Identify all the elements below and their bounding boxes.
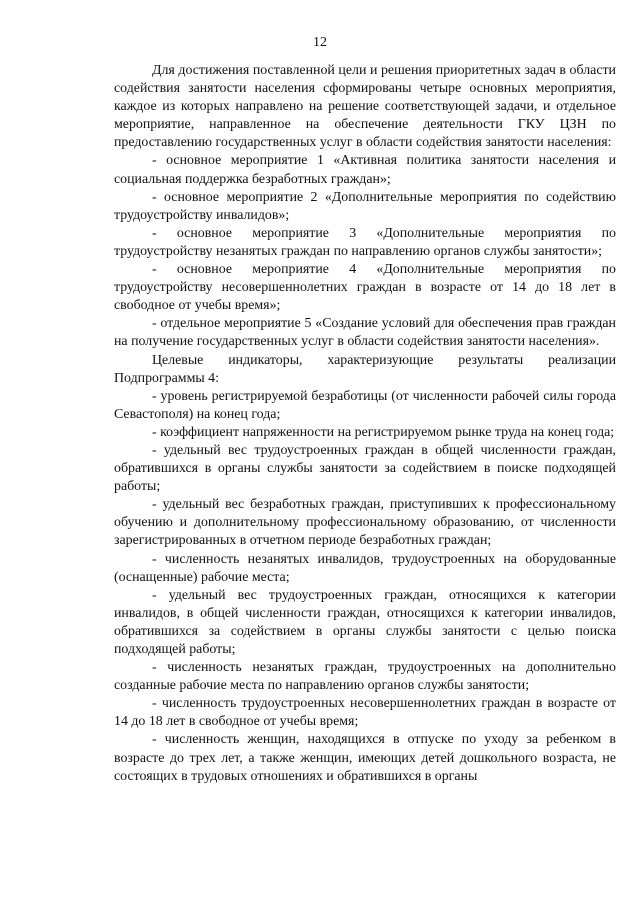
- list-item-indicator-women-childcare: - численность женщин, находящихся в отпуске по уходу за ребенком в возрасте до трех лет, а также женщин, имеющих детей дошкольного возраста, не состоящих в трудовых отношениях и обратившихся в органы: [114, 732, 616, 784]
- list-item-indicator-disabled-workplaces: - численность незанятых инвалидов, трудоустроенных на оборудованные (оснащенные) рабочие места;: [114, 551, 616, 585]
- list-item-indicator-additional-jobs: - численность незанятых граждан, трудоустроенных на дополнительно созданные рабочие места по направлению органов службы занятости;: [114, 660, 616, 694]
- list-item-indicator-training-share: - удельный вес безработных граждан, приступивших к профессиональному обучению и дополнительному профессиональному образованию, от численности зарегистрированных в отчетном периоде безработных граждан;: [114, 497, 616, 549]
- list-item-main-measure-2: - основное мероприятие 2 «Дополнительные мероприятия по содействию трудоустройству инвалидов»;: [114, 189, 616, 223]
- list-item-indicator-disabled-employed-share: - удельный вес трудоустроенных граждан, относящихся к категории инвалидов, в общей численности граждан, относящихся к категории инвалидов, обратившихся за содействием в органы службы занятости с целью поиска подходящей работы;: [114, 587, 616, 657]
- list-item-indicator-minors-employed: - численность трудоустроенных несовершеннолетних граждан в возрасте от 14 до 18 лет в свободное от учебы время;: [114, 696, 616, 730]
- paragraph-intro: Для достижения поставленной цели и решения приоритетных задач в области содействия занятости населения сформированы четыре основных мероприятия, каждое из которых направлено на решение соответствующей задачи, и отдельное мероприятие, направленное на обеспечение деятельности ГКУ ЦЗН по предоставлению государственных услуг в области содействия занятости населения:: [114, 63, 616, 151]
- list-item-main-measure-1: - основное мероприятие 1 «Активная политика занятости населения и социальная поддержка безработных граждан»;: [114, 153, 616, 187]
- list-item-separate-measure-5: - отдельное мероприятие 5 «Создание условий для обеспечения прав граждан на получение государственных услуг в области содействия занятости населения».: [114, 316, 616, 350]
- list-item-main-measure-3: - основное мероприятие 3 «Дополнительные мероприятия по трудоустройству незанятых граждан по направлению органов службы занятости»;: [114, 225, 616, 259]
- page-number: 12: [313, 35, 327, 50]
- list-item-main-measure-4: - основное мероприятие 4 «Дополнительные мероприятия по трудоустройству несовершеннолетних граждан в возрасте от 14 до 18 лет в свободное от учебы время»;: [114, 262, 616, 314]
- list-item-indicator-employed-share: - удельный вес трудоустроенных граждан в общей численности граждан, обратившихся в органы службы занятости за содействием в поиске подходящей работы;: [114, 442, 616, 495]
- document-body: [114, 62, 616, 786]
- list-item-indicator-tension-coefficient: - коэффициент напряженности на регистрируемом рынке труда на конец года;: [152, 424, 615, 440]
- paragraph-target-indicators: Целевые индикаторы, характеризующие результаты реализации Подпрограммы 4:: [114, 352, 616, 386]
- list-item-indicator-unemployment-rate: - уровень регистрируемой безработицы (от численности рабочей силы города Севастополя) на конец года;: [114, 388, 616, 422]
